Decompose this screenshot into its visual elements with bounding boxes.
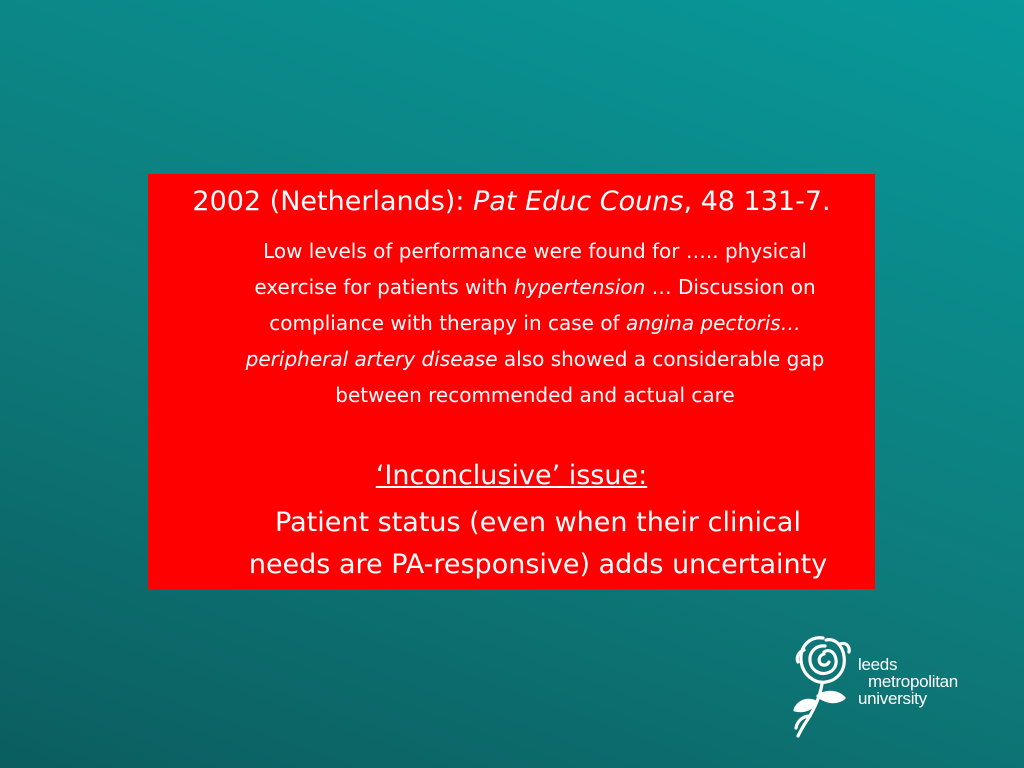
citation-suffix: , 48 131-7. xyxy=(683,186,831,217)
issue-heading: ‘Inconclusive’ issue: xyxy=(375,460,648,491)
summary-text: compliance with therapy in case of xyxy=(269,311,626,335)
summary-line-1: Low levels of performance were found for ….. physical xyxy=(263,239,807,263)
summary-line-5: between recommended and actual care xyxy=(335,383,735,407)
summary-line-2 xyxy=(204,269,866,305)
logo-line-1: leeds xyxy=(858,655,898,674)
summary-text: exercise for patients with xyxy=(254,275,514,299)
summary-line-3 xyxy=(204,305,866,341)
citation-prefix: 2002 (Netherlands): xyxy=(192,186,474,217)
summary-term-angina: angina pectoris… xyxy=(625,311,801,335)
rose-logo-icon xyxy=(792,632,854,740)
issue-line-1: Patient status (even when their clinical xyxy=(275,507,801,538)
logo-line-3: university xyxy=(858,689,927,708)
logo-wordmark xyxy=(858,656,958,707)
summary-line-4 xyxy=(204,341,866,377)
summary-text: also showed a considerable gap xyxy=(497,347,825,371)
study-summary xyxy=(204,233,866,413)
content-box xyxy=(148,174,875,589)
summary-term-pad: peripheral artery disease xyxy=(245,347,498,371)
issue-text xyxy=(208,502,868,586)
issue-line-2: needs are PA-responsive) adds uncertainty xyxy=(248,549,828,580)
university-logo xyxy=(792,632,972,744)
citation-journal: Pat Educ Couns xyxy=(473,186,684,217)
summary-text: … Discussion on xyxy=(645,275,816,299)
citation xyxy=(148,184,875,220)
summary-term-hypertension: hypertension xyxy=(513,275,646,299)
logo-line-2: metropolitan xyxy=(868,672,958,691)
